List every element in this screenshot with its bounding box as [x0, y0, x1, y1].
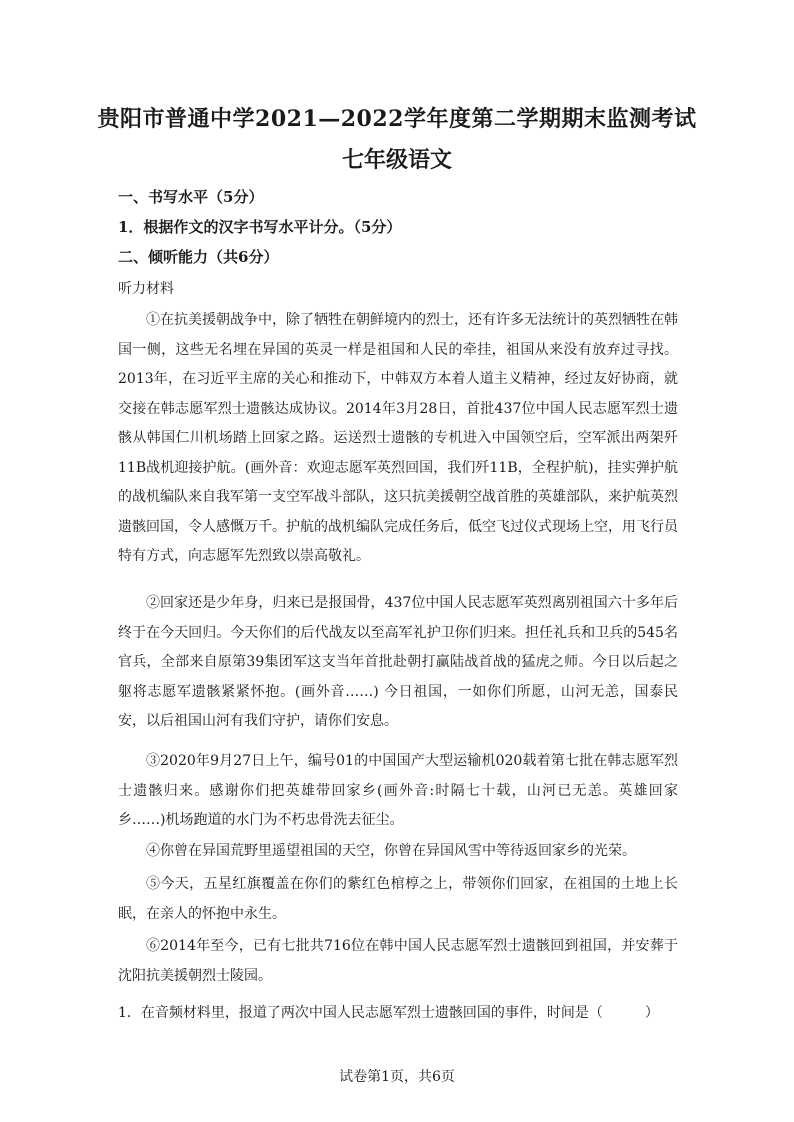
paragraph-3: ③2020年9月27日上午，编号01的中国国产大型运输机020载着第七批在韩志愿军烈士遗骸归来。感谢你们把英雄带回家乡(画外音:时隔七十载，山河已无恙。英雄回家乡……)机场跑道的水门为不朽忠骨洗去征尘。	[118, 753, 678, 828]
page-footer: 试卷第1页，共6页	[339, 1069, 455, 1085]
paragraph-1: ①在抗美援朝战争中，除了牺牲在朝鲜境内的烈士，还有许多无法统计的英烈牺牲在韩国一侧，这些无名埋在异国的英灵一样是祖国和人民的牵挂，祖国从来没有放弃过寻找。2013年，在习近平主席的关心和推动下，中韩双方本着人道主义精神，经过友好协商，就交接在韩志愿军烈士遗骸达成协议。2014年3月28日，首批437位中国人民志愿军烈士遗骸从韩国仁川机场踏上回家之路。运送烈士遗骸的专机进入中国领空后，空军派出两架歼11B战机迎接护航。(画外音：欢迎志愿军英烈回国，我们歼11B，全程护航)，挂实弹护航的战机编队来自我军第一支空军战斗部队，这只抗美援朝空战首胜的英雄部队，来护航英烈遗骸回国，令人感慨万千。护航的战机编队完成任务后，低空飞过仪式现场上空，用飞行员特有方式，向志愿军先烈致以崇高敬礼。	[118, 312, 678, 564]
paragraph-4: ④你曾在异国荒野里遥望祖国的天空，你曾在异国风雪中等待返回家乡的光荣。	[146, 843, 636, 859]
listening-question-1: 1．在音频材料里，报道了两次中国人民志愿军烈士遗骸回国的事件，时间是（ ）	[118, 1005, 659, 1021]
exam-subtitle: 七年级语文	[341, 147, 452, 173]
paragraph-6: ⑥2014年至今，已有七批共716位在韩中国人民志愿军烈士遗骸回到祖国，并安葬于沈阳抗美援朝烈士陵园。	[118, 938, 678, 984]
exam-title: 贵阳市普通中学2021—2022学年度第二学期期末监测考试	[97, 106, 697, 132]
section-1-heading: 一、书写水平（5分）	[118, 188, 264, 206]
paragraph-2: ②回家还是少年身，归来已是报国骨，437位中国人民志愿军英烈离别祖国六十多年后终于在今天回归。今天你们的后代战友以至高军礼护卫你们归来。担任礼兵和卫兵的545名官兵，全部来自原第39集团军这支当年首批赴朝打赢陆战首战的猛虎之师。今日以后起之躯将志愿军遗骸紧紧怀抱。(画外音……) 今日祖国，一如你们所愿，山河无恙，国泰民安，以后祖国山河有我们守护，请你们安息。	[118, 595, 678, 729]
section-1-question-1: 1．根据作文的汉字书写水平计分。（5分）	[118, 218, 402, 236]
listening-material-label: 听力材料	[118, 281, 174, 297]
paragraph-5: ⑤今天，五星红旗覆盖在你们的紫红色棺椁之上，带领你们回家，在祖国的土地上长眠，在亲人的怀抱中永生。	[118, 876, 678, 922]
section-2-heading: 二、倾听能力（共6分）	[118, 248, 279, 266]
